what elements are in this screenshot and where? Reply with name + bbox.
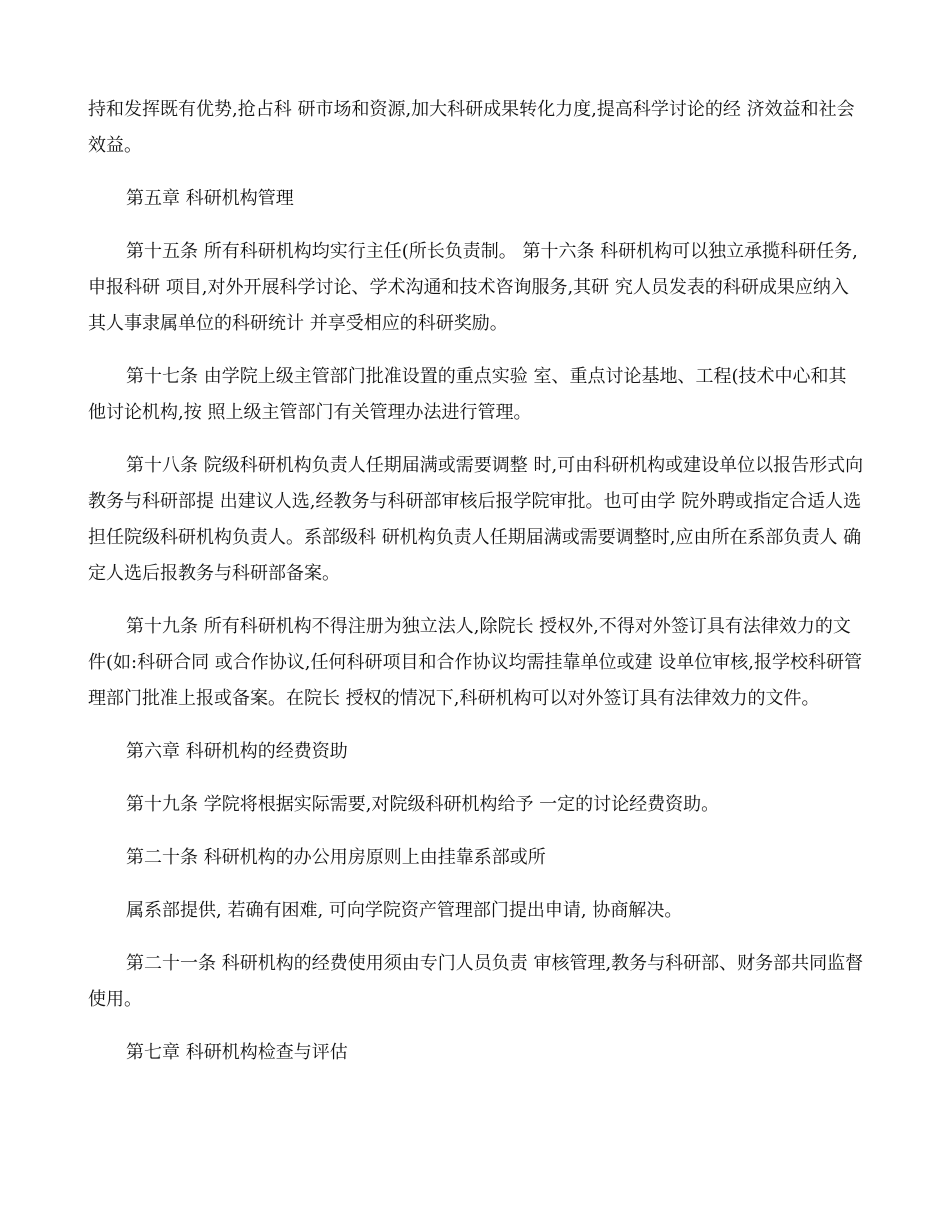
article-21: 第二十一条 科研机构的经费使用须由专门人员负责 审核管理,教务与科研部、财务部共同监督使用。 — [88, 953, 864, 1010]
article-19-funding: 第十九条 学院将根据实际需要,对院级科研机构给予 一定的讨论经费资助。 — [126, 794, 720, 815]
chapter-heading-7: 第七章 科研机构检查与评估 — [126, 1042, 348, 1063]
article-20-continued: 属系部提供, 若确有困难, 可向学院资产管理部门提出申请, 协商解决。 — [126, 900, 683, 921]
chapter-heading-5: 第五章 科研机构管理 — [126, 188, 294, 209]
article-19: 第十九条 所有科研机构不得注册为独立法人,除院长 授权外,不得对外签订具有法律效力的文件(如:科研合同 或合作协议,任何科研项目和合作协议均需挂靠单位或建 设单位审核,报学校科研管理部门批准上报或备案。在院长 授权的情况下,科研机构可以对外签订具有法律效力的文件。 — [88, 616, 862, 709]
paragraph-continuation: 持和发挥既有优势,抢占科 研市场和资源,加大科研成果转化力度,提高科学讨论的经 济效益和社会效益。 — [88, 99, 855, 156]
article-18: 第十八条 院级科研机构负责人任期届满或需要调整 时,可由科研机构或建设单位以报告形式向教务与科研部提 出建议人选,经教务与科研部审核后报学院审批。也可由学 院外聘或指定合适人选担任院级科研机构负责人。系部级科 研机构负责人任期届满或需要调整时,应由所在系部负责人 确定人选后报教务与科研部备案。 — [88, 455, 864, 584]
chapter-heading-6: 第六章 科研机构的经费资助 — [126, 741, 348, 762]
article-20: 第二十条 科研机构的办公用房原则上由挂靠系部或所 — [126, 847, 546, 868]
article-17: 第十七条 由学院上级主管部门批准设置的重点实验 室、重点讨论基地、工程(技术中心和其他讨论机构,按 照上级主管部门有关管理办法进行管理。 — [88, 366, 847, 423]
article-15-16: 第十五条 所有科研机构均实行主任(所长负责制。 第十六条 科研机构可以独立承揽科研任务,申报科研 项目,对外开展科学讨论、学术沟通和技术咨询服务,其研 究人员发表的科研成果应纳入其人事隶属单位的科研统计 并享受相应的科研奖励。 — [88, 241, 858, 334]
document-page — [88, 92, 864, 1088]
